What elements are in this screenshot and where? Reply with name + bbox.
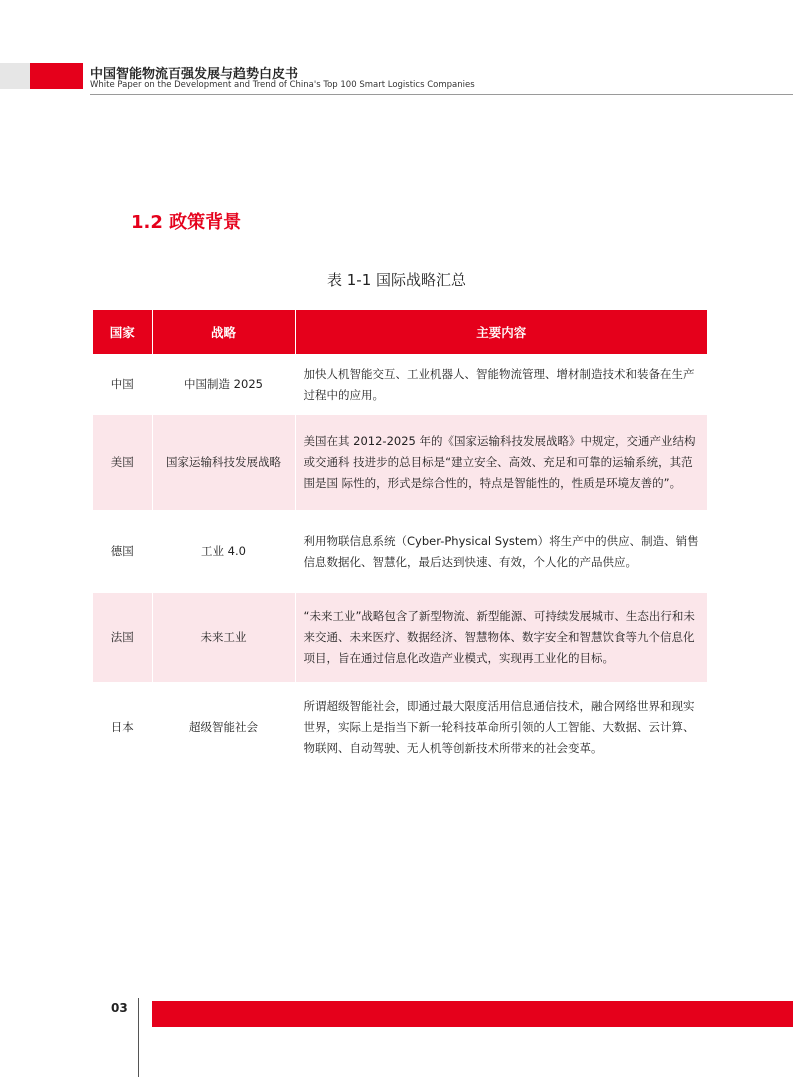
cell-strategy: 中国制造 2025	[152, 354, 295, 415]
cell-country: 法国	[93, 593, 152, 682]
column-header-content: 主要内容	[295, 310, 707, 354]
cell-content: 美国在其 2012-2025 年的《国家运输科技发展战略》中规定，交通产业结构或交通科 技进步的总目标是“建立安全、高效、充足和可靠的运输系统，其范围是国 际性的，形式是综合性的，特点是智能性的，性质是环境友善的”。	[295, 415, 707, 510]
header-title-en: White Paper on the Development and Trend of China's Top 100 Smart Logistics Companies	[90, 80, 475, 90]
header-divider	[90, 94, 793, 95]
cell-country: 美国	[93, 415, 152, 510]
cell-country: 中国	[93, 354, 152, 415]
cell-strategy: 国家运输科技发展战略	[152, 415, 295, 510]
table-row	[93, 354, 707, 415]
page-number: 03	[111, 1001, 128, 1015]
strategy-table	[93, 310, 707, 773]
cell-content: “未来工业”战略包含了新型物流、新型能源、可持续发展城市、生态出行和未来交通、未来医疗、数据经济、智慧物体、数字安全和智慧饮食等九个信息化项目，旨在通过信息化改造产业模式，实现再工业化的目标。	[295, 593, 707, 682]
cell-content: 加快人机智能交互、工业机器人、智能物流管理、增材制造技术和装备在生产过程中的应用。	[295, 354, 707, 415]
header-red-bar	[30, 63, 83, 89]
section-title: 1.2 政策背景	[131, 212, 242, 233]
cell-content: 利用物联信息系统（Cyber-Physical System）将生产中的供应、制造、销售信息数据化、智慧化，最后达到快速、有效，个人化的产品供应。	[295, 510, 707, 593]
table-row	[93, 510, 707, 593]
footer-vertical-line	[138, 998, 139, 1077]
table-header-row	[93, 310, 707, 354]
column-header-country: 国家	[93, 310, 152, 354]
table-caption: 表 1-1 国际战略汇总	[326, 271, 467, 289]
cell-content: 所谓超级智能社会，即通过最大限度活用信息通信技术，融合网络世界和现实世界，实际上是指当下新一轮科技革命所引领的人工智能、大数据、云计算、物联网、自动驾驶、无人机等创新技术所带来的社会变革。	[295, 682, 707, 773]
header-gray-bar	[0, 63, 30, 89]
column-header-strategy: 战略	[152, 310, 295, 354]
table-row	[93, 593, 707, 682]
header-title-cn: 中国智能物流百强发展与趋势白皮书	[90, 67, 299, 82]
cell-strategy: 工业 4.0	[152, 510, 295, 593]
cell-country: 德国	[93, 510, 152, 593]
table-row	[93, 682, 707, 773]
footer-red-bar	[152, 1001, 793, 1027]
cell-country: 日本	[93, 682, 152, 773]
cell-strategy: 未来工业	[152, 593, 295, 682]
cell-strategy: 超级智能社会	[152, 682, 295, 773]
table-row	[93, 415, 707, 510]
